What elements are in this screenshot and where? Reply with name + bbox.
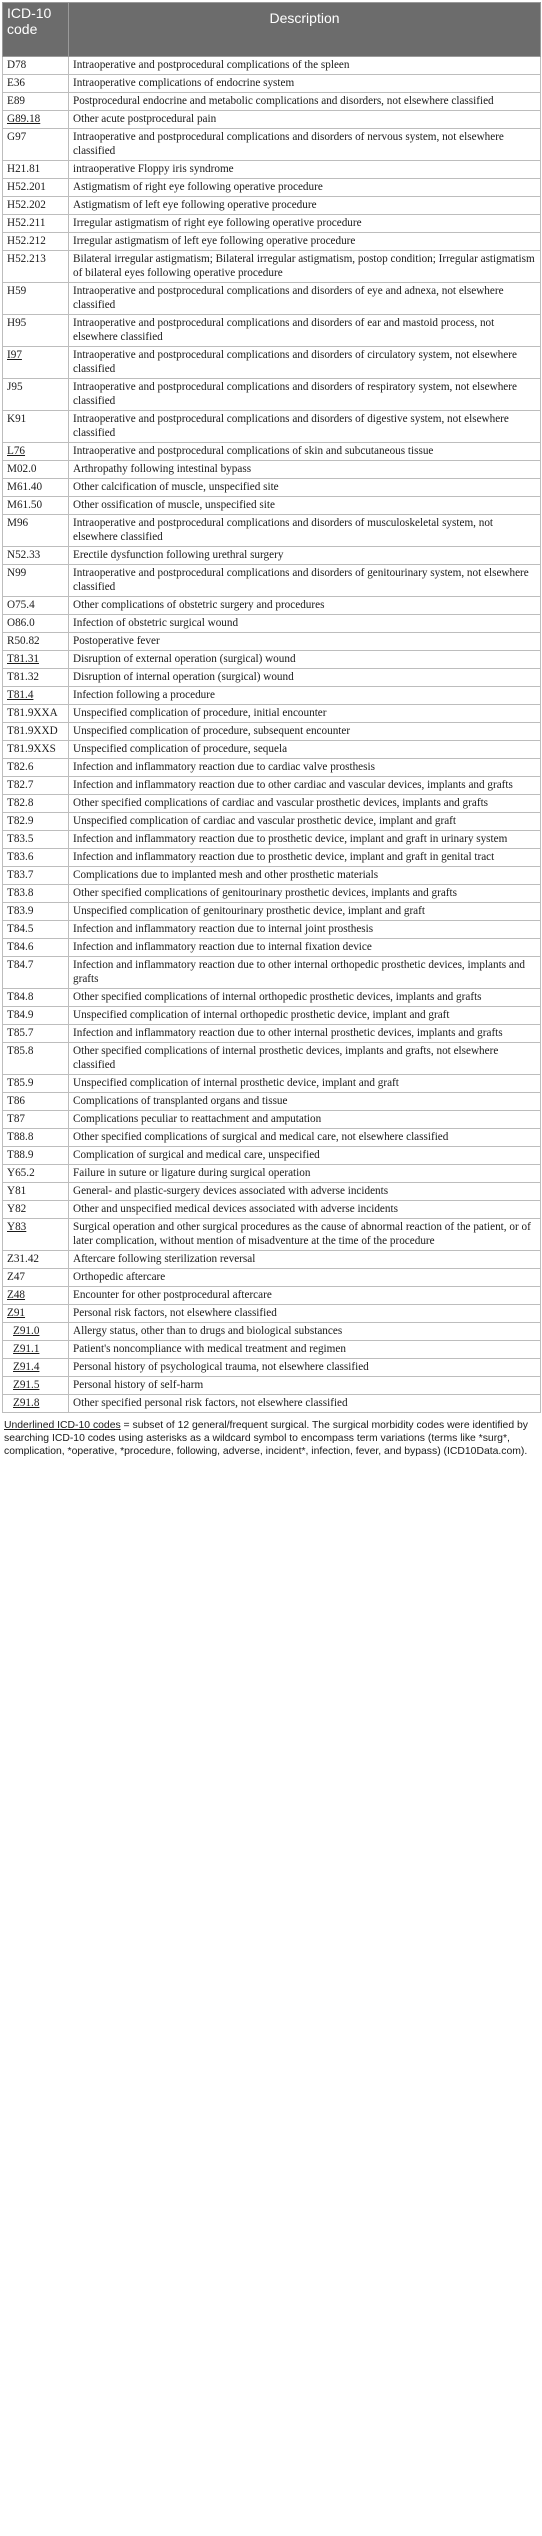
icd-code-cell: Z91.0 [3, 1323, 69, 1341]
icd-code-cell: E89 [3, 93, 69, 111]
description-cell: Other and unspecified medical devices associated with adverse incidents [69, 1201, 541, 1219]
footnote-label: Underlined ICD-10 codes [4, 1420, 121, 1431]
table-row [3, 197, 541, 215]
table-row [3, 1377, 541, 1395]
description-cell: Failure in suture or ligature during surgical operation [69, 1165, 541, 1183]
description-cell: Intraoperative complications of endocrine system [69, 75, 541, 93]
icd10-table [2, 2, 541, 1413]
table-row [3, 669, 541, 687]
icd-code-cell: T81.31 [3, 651, 69, 669]
table-row [3, 93, 541, 111]
icd-code-cell: K91 [3, 411, 69, 443]
description-cell: Intraoperative and postprocedural complications and disorders of eye and adnexa, not elsewhere classified [69, 283, 541, 315]
icd-code-cell: T83.8 [3, 885, 69, 903]
icd-code-cell: T88.8 [3, 1129, 69, 1147]
icd-code-cell: T82.8 [3, 795, 69, 813]
table-row [3, 741, 541, 759]
description-cell: Encounter for other postprocedural aftercare [69, 1287, 541, 1305]
description-cell: Arthropathy following intestinal bypass [69, 461, 541, 479]
description-cell: Complications due to implanted mesh and other prosthetic materials [69, 867, 541, 885]
description-cell: Other specified complications of surgical and medical care, not elsewhere classified [69, 1129, 541, 1147]
document [2, 2, 540, 1458]
icd-code-cell: Z91.1 [3, 1341, 69, 1359]
description-cell: Other specified complications of genitourinary prosthetic devices, implants and grafts [69, 885, 541, 903]
icd-code-cell: J95 [3, 379, 69, 411]
table-row [3, 315, 541, 347]
table-row [3, 347, 541, 379]
description-cell: Infection of obstetric surgical wound [69, 615, 541, 633]
description-cell: Intraoperative and postprocedural complications of the spleen [69, 57, 541, 75]
table-row [3, 777, 541, 795]
icd-code-cell: T83.6 [3, 849, 69, 867]
icd-code-cell: R50.82 [3, 633, 69, 651]
table-row [3, 411, 541, 443]
description-cell: Intraoperative and postprocedural complications and disorders of circulatory system, not elsewhere classified [69, 347, 541, 379]
icd-code-cell: O75.4 [3, 597, 69, 615]
table-row [3, 939, 541, 957]
table-row [3, 921, 541, 939]
icd-code-cell: T82.6 [3, 759, 69, 777]
icd-code-cell: H52.211 [3, 215, 69, 233]
icd-code-cell: L76 [3, 443, 69, 461]
description-cell: Surgical operation and other surgical procedures as the cause of abnormal reaction of the patient, or of later complication, without mention of misadventure at the time of the procedure [69, 1219, 541, 1251]
description-cell: Unspecified complication of cardiac and vascular prosthetic device, implant and graft [69, 813, 541, 831]
icd-code-cell: T84.9 [3, 1007, 69, 1025]
icd-code-cell: H52.212 [3, 233, 69, 251]
description-cell: Intraoperative and postprocedural complications and disorders of ear and mastoid process, not elsewhere classified [69, 315, 541, 347]
description-cell: Irregular astigmatism of left eye following operative procedure [69, 233, 541, 251]
description-cell: Infection and inflammatory reaction due to other cardiac and vascular devices, implants and grafts [69, 777, 541, 795]
table-row [3, 705, 541, 723]
description-cell: Infection and inflammatory reaction due to other internal orthopedic prosthetic devices, implants and grafts [69, 957, 541, 989]
icd-code-cell: T84.5 [3, 921, 69, 939]
table-row [3, 283, 541, 315]
description-cell: intraoperative Floppy iris syndrome [69, 161, 541, 179]
table-row [3, 633, 541, 651]
description-cell: Infection and inflammatory reaction due to internal fixation device [69, 939, 541, 957]
icd-code-cell: T88.9 [3, 1147, 69, 1165]
table-row [3, 1025, 541, 1043]
description-cell: Unspecified complication of procedure, initial encounter [69, 705, 541, 723]
icd-code-cell: O86.0 [3, 615, 69, 633]
icd-code-cell: T84.6 [3, 939, 69, 957]
icd-code-cell: I97 [3, 347, 69, 379]
icd-code-cell: T81.4 [3, 687, 69, 705]
header-code: ICD-10 code [3, 3, 69, 57]
description-cell: Allergy status, other than to drugs and biological substances [69, 1323, 541, 1341]
description-cell: Infection and inflammatory reaction due to internal joint prosthesis [69, 921, 541, 939]
table-row [3, 1183, 541, 1201]
table-row [3, 1305, 541, 1323]
table-row [3, 615, 541, 633]
icd-code-cell: T83.7 [3, 867, 69, 885]
icd-code-cell: H52.202 [3, 197, 69, 215]
description-cell: Patient's noncompliance with medical treatment and regimen [69, 1341, 541, 1359]
description-cell: Astigmatism of left eye following operative procedure [69, 197, 541, 215]
table-row [3, 687, 541, 705]
description-cell: Infection and inflammatory reaction due to prosthetic device, implant and graft in genital tract [69, 849, 541, 867]
description-cell: Other specified complications of cardiac and vascular prosthetic devices, implants and grafts [69, 795, 541, 813]
icd-code-cell: T85.7 [3, 1025, 69, 1043]
table-row [3, 379, 541, 411]
table-row [3, 885, 541, 903]
description-cell: Bilateral irregular astigmatism; Bilateral irregular astigmatism, postop condition; Irregular astigmatism of bilateral eyes following operative procedure [69, 251, 541, 283]
icd-code-cell: T85.8 [3, 1043, 69, 1075]
icd-code-cell: T85.9 [3, 1075, 69, 1093]
table-row [3, 1129, 541, 1147]
table-row [3, 1341, 541, 1359]
description-cell: Infection and inflammatory reaction due to other internal prosthetic devices, implants and grafts [69, 1025, 541, 1043]
description-cell: Postoperative fever [69, 633, 541, 651]
table-row [3, 831, 541, 849]
description-cell: Intraoperative and postprocedural complications and disorders of genitourinary system, not elsewhere classified [69, 565, 541, 597]
table-row [3, 1287, 541, 1305]
description-cell: Personal risk factors, not elsewhere classified [69, 1305, 541, 1323]
table-row [3, 497, 541, 515]
icd-code-cell: T81.9XXD [3, 723, 69, 741]
icd-code-cell: Z47 [3, 1269, 69, 1287]
icd-code-cell: T83.5 [3, 831, 69, 849]
description-cell: Other acute postprocedural pain [69, 111, 541, 129]
icd-code-cell: M02.0 [3, 461, 69, 479]
icd-code-cell: E36 [3, 75, 69, 93]
description-cell: Unspecified complication of internal prosthetic device, implant and graft [69, 1075, 541, 1093]
description-cell: Other complications of obstetric surgery and procedures [69, 597, 541, 615]
table-row [3, 1359, 541, 1377]
table-row [3, 957, 541, 989]
description-cell: Infection and inflammatory reaction due to prosthetic device, implant and graft in urinary system [69, 831, 541, 849]
description-cell: Irregular astigmatism of right eye following operative procedure [69, 215, 541, 233]
header-row [3, 3, 541, 57]
description-cell: Intraoperative and postprocedural complications and disorders of musculoskeletal system, not elsewhere classified [69, 515, 541, 547]
table-row [3, 795, 541, 813]
description-cell: Erectile dysfunction following urethral surgery [69, 547, 541, 565]
description-cell: Unspecified complication of genitourinary prosthetic device, implant and graft [69, 903, 541, 921]
table-row [3, 651, 541, 669]
description-cell: Unspecified complication of procedure, sequela [69, 741, 541, 759]
table-row [3, 515, 541, 547]
icd-code-cell: Y65.2 [3, 1165, 69, 1183]
description-cell: General- and plastic-surgery devices associated with adverse incidents [69, 1183, 541, 1201]
description-cell: Unspecified complication of internal orthopedic prosthetic device, implant and graft [69, 1007, 541, 1025]
table-row [3, 547, 541, 565]
table-row [3, 1093, 541, 1111]
description-cell: Personal history of psychological trauma, not elsewhere classified [69, 1359, 541, 1377]
icd-code-cell: T83.9 [3, 903, 69, 921]
table-row [3, 723, 541, 741]
table-row [3, 1075, 541, 1093]
table-row [3, 1147, 541, 1165]
table-row [3, 111, 541, 129]
icd-code-cell: G89.18 [3, 111, 69, 129]
icd-code-cell: M96 [3, 515, 69, 547]
icd-code-cell: T84.7 [3, 957, 69, 989]
icd-code-cell: T87 [3, 1111, 69, 1129]
description-cell: Astigmatism of right eye following operative procedure [69, 179, 541, 197]
icd-code-cell: T81.32 [3, 669, 69, 687]
description-cell: Disruption of internal operation (surgical) wound [69, 669, 541, 687]
table-row [3, 129, 541, 161]
icd-code-cell: G97 [3, 129, 69, 161]
icd-code-cell: M61.50 [3, 497, 69, 515]
description-cell: Other ossification of muscle, unspecified site [69, 497, 541, 515]
table-row [3, 989, 541, 1007]
icd-code-cell: Z48 [3, 1287, 69, 1305]
icd-code-cell: Y83 [3, 1219, 69, 1251]
table-row [3, 161, 541, 179]
description-cell: Intraoperative and postprocedural complications and disorders of digestive system, not elsewhere classified [69, 411, 541, 443]
table-row [3, 597, 541, 615]
icd-code-cell: N99 [3, 565, 69, 597]
footnote [4, 1419, 538, 1458]
icd-code-cell: Z91 [3, 1305, 69, 1323]
description-cell: Disruption of external operation (surgical) wound [69, 651, 541, 669]
description-cell: Infection and inflammatory reaction due to cardiac valve prosthesis [69, 759, 541, 777]
icd-code-cell: H52.213 [3, 251, 69, 283]
table-header [3, 3, 541, 57]
icd-code-cell: Z31.42 [3, 1251, 69, 1269]
description-cell: Intraoperative and postprocedural complications and disorders of respiratory system, not elsewhere classified [69, 379, 541, 411]
table-row [3, 233, 541, 251]
icd-code-cell: D78 [3, 57, 69, 75]
description-cell: Infection following a procedure [69, 687, 541, 705]
description-cell: Orthopedic aftercare [69, 1269, 541, 1287]
icd-code-cell: T82.7 [3, 777, 69, 795]
table-row [3, 1201, 541, 1219]
icd-code-cell: Z91.8 [3, 1395, 69, 1413]
table-row [3, 479, 541, 497]
table-row [3, 867, 541, 885]
icd-code-cell: H59 [3, 283, 69, 315]
table-row [3, 1395, 541, 1413]
table-row [3, 759, 541, 777]
description-cell: Complication of surgical and medical care, unspecified [69, 1147, 541, 1165]
table-row [3, 1251, 541, 1269]
icd-code-cell: M61.40 [3, 479, 69, 497]
icd-code-cell: Y81 [3, 1183, 69, 1201]
icd-code-cell: T81.9XXS [3, 741, 69, 759]
table-row [3, 1269, 541, 1287]
table-row [3, 849, 541, 867]
icd-code-cell: T82.9 [3, 813, 69, 831]
description-cell: Other specified personal risk factors, not elsewhere classified [69, 1395, 541, 1413]
icd-code-cell: H52.201 [3, 179, 69, 197]
description-cell: Other calcification of muscle, unspecified site [69, 479, 541, 497]
description-cell: Intraoperative and postprocedural complications and disorders of nervous system, not elsewhere classified [69, 129, 541, 161]
description-cell: Unspecified complication of procedure, subsequent encounter [69, 723, 541, 741]
table-row [3, 903, 541, 921]
table-row [3, 443, 541, 461]
description-cell: Complications peculiar to reattachment and amputation [69, 1111, 541, 1129]
icd-code-cell: H95 [3, 315, 69, 347]
icd-code-cell: Y82 [3, 1201, 69, 1219]
icd-code-cell: T84.8 [3, 989, 69, 1007]
description-cell: Other specified complications of internal prosthetic devices, implants and grafts, not elsewhere classified [69, 1043, 541, 1075]
table-row [3, 57, 541, 75]
table-row [3, 813, 541, 831]
description-cell: Other specified complications of internal orthopedic prosthetic devices, implants and grafts [69, 989, 541, 1007]
description-cell: Complications of transplanted organs and tissue [69, 1093, 541, 1111]
table-row [3, 1165, 541, 1183]
table-row [3, 1323, 541, 1341]
table-row [3, 1111, 541, 1129]
description-cell: Intraoperative and postprocedural complications of skin and subcutaneous tissue [69, 443, 541, 461]
icd-code-cell: T81.9XXA [3, 705, 69, 723]
description-cell: Personal history of self-harm [69, 1377, 541, 1395]
table-row [3, 1043, 541, 1075]
table-row [3, 565, 541, 597]
icd-code-cell: N52.33 [3, 547, 69, 565]
table-row [3, 1007, 541, 1025]
table-row [3, 215, 541, 233]
table-row [3, 461, 541, 479]
icd-code-cell: Z91.5 [3, 1377, 69, 1395]
table-row [3, 251, 541, 283]
icd-code-cell: T86 [3, 1093, 69, 1111]
table-row [3, 179, 541, 197]
description-cell: Aftercare following sterilization reversal [69, 1251, 541, 1269]
footnote-text: = subset of 12 general/frequent surgical. The surgical morbidity codes were identified by searching ICD-10 codes using asterisks as a wildcard symbol to encompass term variations (terms like *surg*, complication, *operative, *procedure, following, adverse, incident*, infection, fever, and bypass) (ICD10Data.com). [4, 1420, 528, 1457]
table-row [3, 1219, 541, 1251]
table-row [3, 75, 541, 93]
description-cell: Postprocedural endocrine and metabolic complications and disorders, not elsewhere classified [69, 93, 541, 111]
icd-code-cell: H21.81 [3, 161, 69, 179]
header-description: Description [69, 3, 541, 57]
icd-code-cell: Z91.4 [3, 1359, 69, 1377]
table-body [3, 57, 541, 1413]
